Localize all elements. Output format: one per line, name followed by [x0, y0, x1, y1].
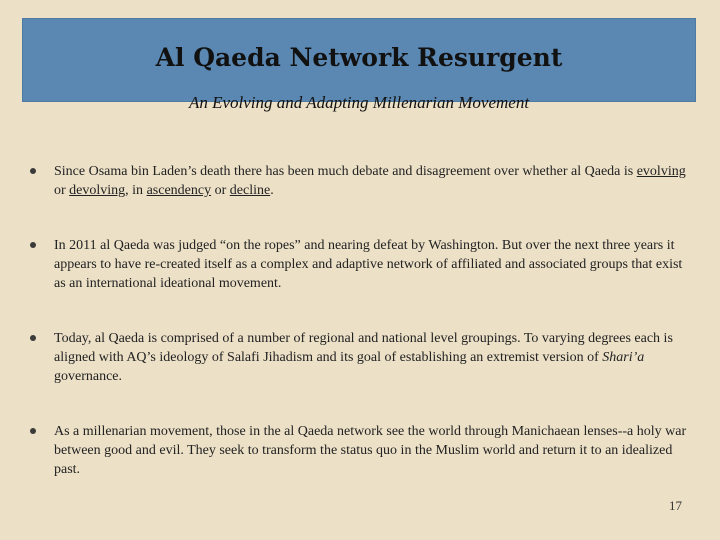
bullet-text: In 2011 al Qaeda was judged “on the ropes” and nearing defeat by Washington. But over the next three years it appears to have re-created itself as a complex and adaptive network of affiliated and associated groups that exist as an international ideational movement.	[54, 238, 683, 291]
bullet-dot-icon	[30, 428, 36, 434]
bullet-text: As a millenarian movement, those in the al Qaeda network see the world through Manichaean lenses--a holy war between good and evil. They seek to transform the status quo in the Muslim world and return it to an idealized past.	[54, 424, 687, 477]
slide-subtitle: An Evolving and Adapting Millenarian Movement	[188, 93, 530, 112]
bullet-text: Since Osama bin Laden’s death there has been much debate and disagreement over whether al Qaeda is	[54, 164, 637, 179]
term-ascendency: ascendency	[146, 183, 212, 198]
bullet-text: governance.	[54, 369, 123, 384]
bullet-item-on-the-ropes	[30, 236, 690, 293]
slide-title: Al Qaeda Network Resurgent	[155, 43, 563, 72]
bullet-text: , in	[125, 183, 147, 198]
bullet-text: Today, al Qaeda is comprised of a number of regional and national level groupings. To varying degrees each is aligned with AQ’s ideology of Salafi Jihadism and its goal of establishing an extremist version of	[54, 331, 673, 365]
bullet-dot-icon	[30, 242, 36, 248]
bullet-item-millenarian	[30, 422, 690, 479]
bullet-dot-icon	[30, 335, 36, 341]
bullet-list	[30, 162, 690, 479]
term-devolving: devolving	[69, 183, 126, 198]
term-decline: decline	[229, 183, 271, 198]
bullet-text: or	[54, 183, 70, 198]
page-number: 17	[669, 498, 682, 513]
term-sharia: Shari’a	[602, 350, 645, 365]
bullet-item-death-debate	[30, 162, 690, 200]
term-evolving: evolving	[636, 164, 686, 179]
bullet-item-regional-groupings	[30, 329, 690, 386]
bullet-dot-icon	[30, 168, 36, 174]
title-banner	[22, 18, 696, 112]
bullet-text: or	[211, 183, 230, 198]
bullet-text: .	[270, 183, 274, 198]
